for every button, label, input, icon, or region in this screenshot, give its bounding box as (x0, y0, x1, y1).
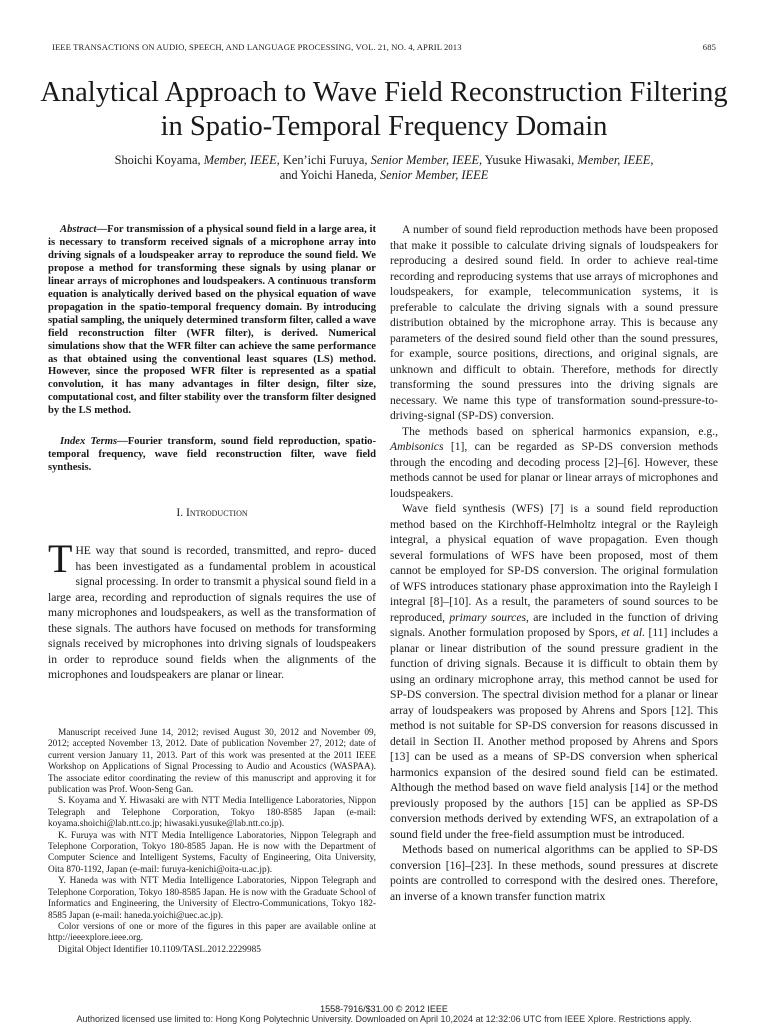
footnote-color: Color versions of one or more of the figures in this paper are available online at http://ieeexplore.ieee.org. (48, 921, 376, 944)
footnote-doi: Digital Object Identifier 10.1109/TASL.2012.2229985 (58, 944, 261, 955)
abstract-text: —For transmission of a physical sound field in a large area, it is necessary to transform received signals of a microphone array into driving signals of a loudspeaker array to reproduce the sound field. We propose a method for transforming these signals by using planar or linear arrays of microphones and loudspeakers. A continuous transform equation is analytically derived based on the physical equation of wave propagation in the spatio-temporal frequency domain. By introducing spatial sampling, the uniquely determined transform filter, called a wave field reconstruction filter (WFR filter), is derived. Numerical simulations show that the WFR filter can achieve the same performance as that obtained using the conventional least squares (LS) method. However, since the proposed WFR filter is represented as a spatial convolution, it has many advantages in filter design, filter size, computational cost, and filter stability over the transform filter designed by the LS method. (48, 224, 376, 417)
footnotes (48, 728, 376, 956)
abstract-label: Abstract (60, 224, 97, 235)
text-run: Wave field synthesis (WFS) [7] is a sound field reproduction method based on the Kirchhoff-Helmholtz integral or the Rayleigh integral, a physical equation of wave propagation. Even though several formulations of WFS have been proposed, most of them cannot be employed for SP-DS conversion. The original formulation of WFS introduces stationary phase approximation into the Rayleigh I integral [8]–[10]. As a result, the parameters of sound sources to be reproduced, (390, 502, 718, 624)
text-run: [1], can be regarded as SP-DS conversion methods through the encoding and decoding process [2]–[6]. However, these methods cannot be used for planar or linear arrays of microphones and loudspeakers. (390, 440, 718, 500)
paper-title: Analytical Approach to Wave Field Reconstruction Filtering in Spatio-Temporal Frequency Domain (40, 77, 728, 142)
index-terms-text: —Fourier transform, sound field reproduction, spatio-temporal frequency, wave field reconstruction filter, wave field synthesis. (48, 436, 376, 473)
text-run: [11] includes a planar or linear distribution of the sound pressure gradient in the function of driving signals. Because it is difficult to obtain them by using an ordinary microphone array, this method cannot be used for SP-DS conversion. The spectral division method for a planar or linear array of loudspeakers was proposed by Ahrens and Spors [12]. This method is not suitable for SP-DS conversion for reasons discussed in detail in Section II. Another method proposed by Ahrens and Spors [13] can be used as a means of SP-DS conversion when spherical harmonics expansion of the desired sound field can be estimated. Although the method based on wave field analysis [14] or the method previously proposed by the authors [15] can be applied as SP-DS conversion methods derived by extending WFS, an extrapolation of a sound field under the free-field assumption must be introduced. (390, 626, 719, 841)
footnote-affiliation: Y. Haneda was with NTT Media Intelligence Laboratories, Nippon Telegraph and Telephone Corporation, Tokyo 180-8585 Japan. He is now with the Graduate School of Informatics and Engineering, the University of Electro-Communications, Tokyo 182-8585 Japan (e-mail: haneda.yoichi@uec.ac.jp). (48, 876, 376, 921)
body-paragraph: A number of sound field reproduction methods have been proposed that make it possible to calculate driving signals of loudspeakers for reproducing a desired sound field. In order to achieve real-time recording and reproducing systems that use arrays of microphones and loudspeakers, for example, telecommunication systems, it is preferable to calculate the driving signals with a sound pressure distribution obtained by the microphone array. This is because any parameters of the desired sound field other than the sound pressures, for example, source positions, directions, and original signals, are unknown and difficult to obtain. Therefore, methods for directly transforming the sound pressures into the driving signals are necessary. We name this type of transformation sound-pressure-to-driving-signal (SP-DS) conversion. (390, 223, 718, 422)
license-notice: Authorized licensed use limited to: Hong Kong Polytechnic University. Downloaded on April 10,2024 at 12:32:06 UTC from IEEE Xplore. Restrictions apply. (76, 1014, 692, 1024)
text-run-italic: et al. (621, 626, 645, 639)
author-role: Senior Member, IEEE (379, 168, 489, 182)
body-paragraph (390, 424, 718, 502)
author-list (40, 153, 728, 183)
footnote-affiliation: K. Furuya was with NTT Media Intelligence Laboratories, Nippon Telegraph and Telephone Corporation, Tokyo 180-8585 Japan. He is now with the Department of Computer Science and Intelligent Systems, Faculty of Engineering, Oita University, Oita 870-1192, Japan (e-mail: furuya-kenichi@oita-u.ac.jp). (48, 830, 376, 875)
intro-lead: HE way that sound is recorded, transmitted, and repro- (75, 544, 344, 557)
intro-text: duced has been investigated as a fundamental problem in acoustical signal processing. In order to transmit a physical sound field in a large area, recording and reproduction of signals requires the use of many microphones and loudspeakers, as well as the transformation of these signals. The authors have focused on methods for transforming signals received by microphones into driving signals of loudspeakers in order to reproduce sound fields when the alignments of the microphones and loudspeakers are planar or linear. (48, 544, 376, 681)
author-conjunction: and (279, 168, 298, 182)
page-number: 685 (702, 42, 716, 52)
text-run: , are included in the function of driving signals. Another formulation proposed by Spors, (390, 610, 718, 639)
section-title: Introduction (186, 506, 248, 519)
drop-cap: T (48, 536, 73, 581)
author-name: Yusuke Hiwasaki, (484, 153, 575, 167)
section-number: I. (176, 506, 184, 519)
footnote-manuscript: Manuscript received June 14, 2012; revised August 30, 2012 and November 09, 2012; accepted November 13, 2012. Date of publication November 27, 2012; date of current version January 11, 2013. Part of this work was presented at the 2011 IEEE Workshop on Applications of Signal Processing to Audio and Acoustics (WASPAA). The associate editor coordinating the review of this manuscript and approving it for publication was Prof. Woon-Seng Gan. (48, 728, 376, 796)
right-column (390, 222, 718, 904)
footnote-affiliation: S. Koyama and Y. Hiwasaki are with NTT Media Intelligence Laboratories, Nippon Telegraph and Telephone Corporation, Tokyo 180-8585 Japan (e-mail: koyama.shoichi@lab.ntt.co.jp; hiwasaki.yusuke@lab.ntt.co.jp). (48, 796, 376, 830)
journal-name: IEEE TRANSACTIONS ON AUDIO, SPEECH, AND LANGUAGE PROCESSING, VOL. 21, NO. 4, APRIL 2013 (52, 42, 462, 52)
author-name: Yoichi Haneda, (300, 168, 377, 182)
text-run-italic: primary sources (449, 610, 526, 624)
body-paragraph (390, 501, 718, 842)
text-run-italic: Ambisonics (390, 440, 444, 453)
author-role: Member, IEEE, (577, 153, 654, 167)
index-terms (48, 436, 376, 475)
text-run: The methods based on spherical harmonics expansion, e.g., (402, 424, 718, 438)
abstract (48, 224, 376, 418)
copyright-line: 1558-7916/$31.00 © 2012 IEEE (320, 1004, 448, 1014)
body-paragraph: Methods based on numerical algorithms can be applied to SP-DS conversion [16]–[23]. In these methods, sound pressures at discrete points are controlled to correspond with the desired ones. Therefore, an inverse of a known transfer function matrix (390, 843, 718, 903)
author-name: Ken’ichi Furuya, (282, 153, 368, 167)
author-role: Member, IEEE, (203, 153, 280, 167)
index-terms-label: Index Terms (60, 436, 118, 447)
section-heading (48, 506, 376, 519)
author-role: Senior Member, IEEE, (370, 153, 483, 167)
running-header (52, 42, 716, 52)
author-name: Shoichi Koyama, (114, 153, 201, 167)
introduction-paragraph (48, 536, 376, 683)
